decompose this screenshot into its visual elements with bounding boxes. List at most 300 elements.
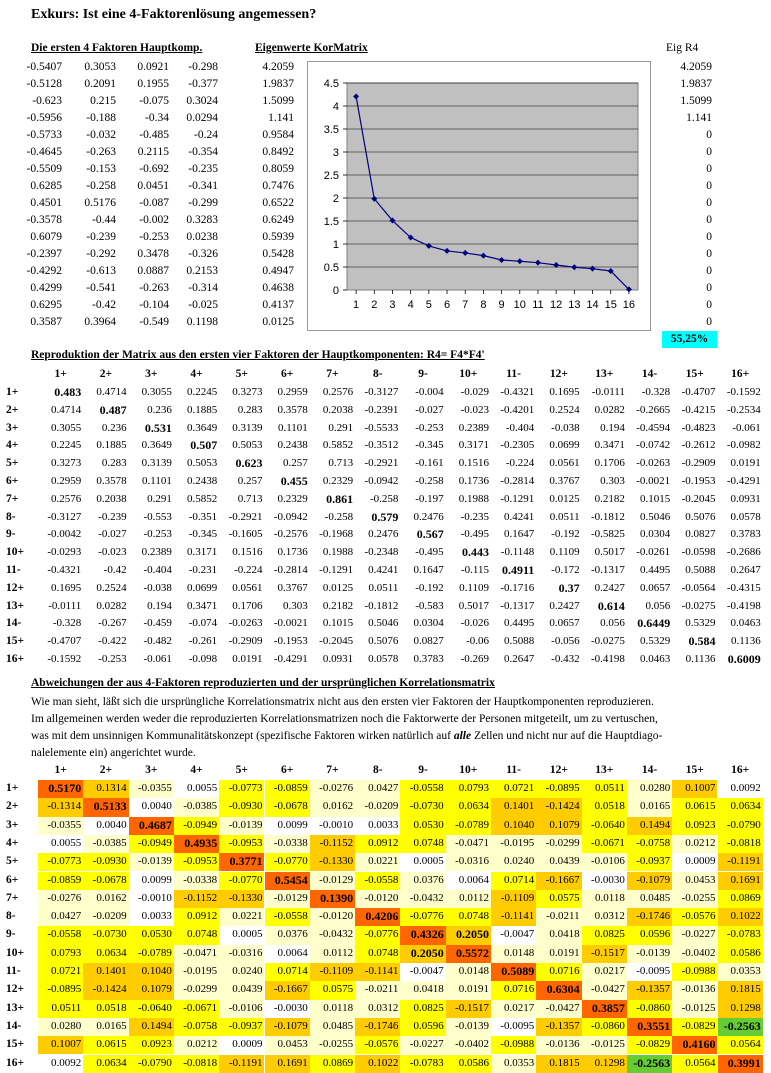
dev-cell: 0.0485 — [627, 890, 672, 908]
repro-cell: -0.2814 — [500, 475, 535, 487]
repro-cell: 0.2576 — [322, 386, 354, 398]
repro-cell: -0.553 — [143, 510, 172, 523]
factor-loading-cell: 0.6285 — [30, 180, 62, 192]
dev-cell: 0.0427 — [38, 908, 83, 926]
factor-loading-cell: 0.4501 — [30, 197, 62, 209]
repro-cell: 0.5076 — [368, 635, 399, 648]
repro-cell: 0.3767 — [549, 475, 580, 487]
repro-cell: 0.623 — [235, 456, 263, 471]
repro-cell: -0.027 — [98, 528, 127, 541]
repro-cell: -0.258 — [324, 510, 354, 523]
repro-cell: -0.1605 — [228, 528, 263, 541]
repro-cell: 0.236 — [101, 421, 127, 434]
repro-cell: 0.2427 — [594, 581, 625, 594]
repro-cell: -0.1968 — [319, 528, 354, 541]
repro-cell: 0.2959 — [277, 386, 308, 398]
repro-cell: -0.023 — [98, 546, 127, 559]
repro-cell: 0.5076 — [685, 510, 716, 523]
eigenvalue-cell: 0.9584 — [262, 129, 294, 141]
factor-loading-cell: -0.24 — [194, 129, 218, 141]
repro-cell: 0.1647 — [504, 528, 535, 541]
x-tick-label: 7 — [462, 299, 469, 311]
dev-cell: 0.1007 — [38, 1036, 83, 1054]
dev-row-label: 8- — [6, 910, 16, 923]
dev-cell: 0.0721 — [491, 780, 536, 798]
dev-cell: -0.0558 — [400, 780, 445, 798]
repro-cell: -0.224 — [234, 564, 263, 576]
repro-cell: 0.1885 — [186, 403, 218, 416]
factors-header: Die ersten 4 Faktoren Hauptkomp. — [31, 42, 203, 54]
repro-cell: 0.0304 — [639, 528, 671, 541]
dev-cell: -0.1357 — [627, 981, 672, 999]
repro-row-label: 12+ — [6, 581, 25, 594]
dev-cell: 0.0376 — [265, 926, 310, 944]
y-tick-label: 4.5 — [323, 78, 339, 90]
repro-cell: 0.4911 — [501, 563, 535, 577]
eigenvalue-cell: 1.141 — [268, 112, 294, 124]
repro-cell: 0.2438 — [186, 475, 218, 487]
repro-cell: 0.1516 — [458, 457, 489, 470]
repro-cell: -0.0598 — [681, 546, 716, 559]
repro-cell: 0.257 — [283, 457, 308, 470]
x-tick-label: 2 — [371, 299, 378, 311]
dev-cell: -0.0937 — [219, 1018, 264, 1036]
dev-cell: 0.0634 — [83, 945, 128, 963]
dev-cell: -0.1109 — [491, 890, 536, 908]
repro-cell: 0.1736 — [458, 475, 489, 487]
dev-cell: 0.0427 — [355, 780, 400, 798]
x-tick-label: 3 — [389, 299, 396, 311]
dev-cell: -0.0988 — [672, 963, 717, 981]
dev-cell: 0.0615 — [83, 1036, 128, 1054]
dev-cell: 0.5454 — [265, 872, 310, 890]
dev-cell: 0.0092 — [38, 1055, 83, 1073]
factor-loading-cell: 0.2091 — [84, 78, 116, 90]
dev-cell: -0.0299 — [536, 835, 581, 853]
repro-cell: 0.2245 — [186, 386, 218, 398]
eig-r4-cell: 0 — [706, 248, 712, 260]
dev-row-label: 10+ — [6, 946, 25, 959]
dev-cell: -0.0195 — [491, 835, 536, 853]
dev-cell: -0.0640 — [582, 817, 627, 835]
dev-cell: 0.1494 — [129, 1018, 174, 1036]
dev-cell: 0.0575 — [310, 981, 355, 999]
eigenvalues-header: Eigenwerte KorMatrix — [255, 42, 368, 54]
dev-column-header: 11- — [506, 764, 521, 776]
x-tick-label: 10 — [513, 299, 526, 311]
repro-cell: -0.4823 — [681, 421, 716, 434]
repro-cell: 0.3649 — [141, 439, 172, 452]
dev-cell: 0.0634 — [446, 798, 491, 816]
repro-cell: 0.056 — [645, 599, 671, 612]
factor-loading-cell: 0.3053 — [84, 61, 116, 73]
repro-cell: 0.567 — [416, 527, 444, 542]
x-tick-label: 1 — [353, 299, 360, 311]
factor-loading-cell: 0.0921 — [137, 61, 169, 73]
dev-cell: 0.0212 — [174, 1036, 219, 1054]
factor-loading-cell: -0.5956 — [26, 112, 62, 124]
dev-cell: 0.0825 — [582, 926, 627, 944]
eig-r4-cell: 0 — [706, 282, 712, 294]
dev-cell: -0.0427 — [582, 981, 627, 999]
factor-loading-cell: -0.298 — [188, 61, 218, 73]
dev-cell: -0.0402 — [672, 945, 717, 963]
factor-loading-cell: -0.44 — [92, 214, 116, 226]
dev-cell: -0.0106 — [219, 1000, 264, 1018]
dev-cell: -0.0818 — [174, 1055, 219, 1073]
repro-cell: 0.0463 — [639, 653, 671, 665]
x-tick-label: 15 — [604, 299, 617, 311]
repro-cell: 0.3649 — [186, 421, 218, 434]
factor-loading-cell: -0.075 — [139, 95, 169, 107]
dev-cell: 0.0040 — [83, 817, 128, 835]
factor-loading-cell: -0.253 — [139, 231, 169, 243]
dev-heading: Abweichungen der aus 4-Faktoren reproduzierten und der ursprünglichen Korrelationsmatrix — [31, 677, 495, 689]
dev-cell: 0.1079 — [129, 981, 174, 999]
repro-cell: -0.06 — [466, 635, 489, 648]
dev-cell: 0.0033 — [129, 908, 174, 926]
repro-cell: -0.2665 — [636, 403, 671, 416]
repro-cell: 0.5017 — [594, 546, 625, 559]
dev-cell: -0.0678 — [83, 872, 128, 890]
dev-cell: -0.0829 — [627, 1036, 672, 1054]
dev-cell: -0.0125 — [582, 1036, 627, 1054]
repro-cell: 0.0931 — [730, 492, 761, 505]
repro-cell: 0.1109 — [459, 581, 489, 594]
factor-loading-cell: -0.5509 — [26, 163, 62, 175]
dev-cell: 0.0353 — [491, 1055, 536, 1073]
dev-row-label: 15+ — [6, 1038, 25, 1051]
factor-loading-cell: -0.087 — [139, 197, 169, 209]
repro-column-header: 12+ — [549, 368, 568, 380]
x-tick-label: 13 — [568, 299, 581, 311]
repro-cell: 0.0827 — [413, 635, 444, 648]
repro-cell: 0.713 — [237, 492, 263, 505]
dev-cell: 0.0518 — [582, 798, 627, 816]
dev-column-header: 1+ — [54, 764, 67, 776]
repro-column-header: 3+ — [145, 368, 158, 380]
dev-cell: -0.0730 — [83, 926, 128, 944]
dev-cell: -0.0355 — [129, 780, 174, 798]
factor-loading-cell: -0.314 — [188, 282, 218, 294]
repro-cell: -0.026 — [460, 617, 489, 630]
eigenvalue-cell: 0.6522 — [262, 197, 294, 209]
dev-cell: -0.1152 — [174, 890, 219, 908]
x-tick-label: 16 — [622, 299, 636, 311]
dev-cell: 0.4935 — [174, 835, 219, 853]
dev-cell: -0.0125 — [672, 1000, 717, 1018]
eigenvalue-cell: 4.2059 — [262, 61, 294, 73]
repro-cell: 0.0699 — [186, 581, 218, 594]
page-title: Exkurs: Ist eine 4-Faktorenlösung angemessen? — [31, 7, 317, 22]
repro-cell: -0.4707 — [47, 635, 82, 648]
eig-r4-cell: 1.9837 — [680, 78, 712, 90]
repro-cell: -0.253 — [143, 528, 172, 541]
repro-column-header: 11- — [506, 368, 521, 380]
dev-cell: 0.0064 — [446, 872, 491, 890]
y-tick-label: 2 — [332, 193, 339, 205]
dev-cell: -0.0758 — [627, 835, 672, 853]
repro-cell: -0.192 — [551, 528, 580, 541]
repro-cell: 0.584 — [688, 634, 716, 649]
dev-cell: 0.1401 — [491, 798, 536, 816]
dev-cell: -0.0640 — [129, 1000, 174, 1018]
dev-cell: 0.0148 — [491, 945, 536, 963]
eigenvalue-cell: 0.0125 — [262, 316, 294, 328]
repro-cell: -0.0263 — [636, 457, 671, 470]
repro-row-label: 6+ — [6, 475, 19, 487]
dev-cell: 0.0240 — [219, 963, 264, 981]
repro-cell: 0.0657 — [639, 581, 671, 594]
factor-loading-cell: -0.4645 — [26, 146, 62, 158]
repro-cell: 0.0282 — [96, 599, 127, 612]
dev-cell: 0.1691 — [718, 872, 763, 890]
factor-loading-cell: -0.613 — [86, 265, 116, 277]
dev-cell: 0.3857 — [582, 1000, 627, 1018]
repro-cell: 0.713 — [328, 457, 354, 470]
dev-cell: -0.0139 — [219, 817, 264, 835]
dev-cell: 0.0564 — [718, 1036, 763, 1054]
repro-cell: -0.192 — [415, 581, 444, 594]
eig-r4-cell: 4.2059 — [680, 61, 712, 73]
repro-cell: 0.861 — [326, 491, 354, 506]
repro-cell: -0.2921 — [228, 510, 263, 523]
dev-cell: 0.0240 — [491, 853, 536, 871]
dev-cell: 0.0005 — [400, 853, 445, 871]
repro-column-header: 2+ — [99, 368, 113, 380]
repro-cell: 0.3055 — [141, 386, 172, 398]
dev-cell: -0.0276 — [38, 890, 83, 908]
dev-cell: 0.0099 — [129, 872, 174, 890]
dev-cell: -0.0770 — [265, 853, 310, 871]
repro-cell: 0.2182 — [594, 492, 625, 505]
dev-cell: 0.0721 — [38, 963, 83, 981]
repro-cell: 0.531 — [144, 420, 172, 435]
repro-cell: 0.3578 — [96, 475, 127, 487]
dev-row-label: 4+ — [6, 836, 19, 849]
repro-row-label: 10+ — [6, 546, 25, 559]
repro-row-label: 3+ — [6, 421, 19, 434]
repro-cell: -0.1291 — [319, 564, 354, 576]
dev-cell: 0.0009 — [672, 853, 717, 871]
x-tick-label: 9 — [498, 299, 505, 311]
repro-cell: 0.3273 — [232, 386, 263, 398]
dev-cell: -0.0095 — [491, 1018, 536, 1036]
repro-cell: -0.2814 — [273, 564, 308, 576]
repro-cell: 0.5852 — [322, 439, 354, 452]
dev-cell: -0.0195 — [174, 963, 219, 981]
dev-cell: -0.0355 — [38, 817, 83, 835]
dev-text-line-3 — [31, 728, 662, 745]
repro-cell: 0.3471 — [594, 439, 625, 452]
dev-cell: 0.0518 — [83, 1000, 128, 1018]
dev-cell: -0.0576 — [672, 908, 717, 926]
dev-row-label: 5+ — [6, 855, 19, 868]
eigenvalue-cell: 1.9837 — [262, 78, 294, 90]
dev-text-3c: Zellen und nicht nur auf die Hauptdiago- — [471, 730, 663, 742]
dev-cell: 0.0748 — [400, 835, 445, 853]
repro-cell: 0.1015 — [322, 617, 354, 630]
repro-column-header: 13+ — [595, 368, 614, 380]
repro-cell: 0.0463 — [730, 617, 761, 630]
dev-cell: 0.0596 — [627, 926, 672, 944]
repro-cell: -0.459 — [143, 617, 172, 630]
dev-cell: 0.0099 — [265, 817, 310, 835]
repro-cell: -0.4198 — [726, 599, 761, 612]
dev-cell: 0.5089 — [491, 963, 536, 981]
dev-row-label: 2+ — [6, 800, 19, 813]
repro-cell: 0.2647 — [504, 653, 535, 665]
dev-cell: -0.0211 — [536, 908, 581, 926]
dev-cell: -0.0047 — [400, 963, 445, 981]
dev-cell: 0.0353 — [718, 963, 763, 981]
repro-cell: 0.056 — [600, 617, 625, 630]
dev-cell: -0.0930 — [219, 798, 264, 816]
dev-cell: 0.0511 — [582, 780, 627, 798]
dev-cell: -0.0773 — [38, 853, 83, 871]
repro-cell: -0.197 — [415, 492, 444, 505]
factor-loading-cell: -0.354 — [188, 146, 218, 158]
repro-cell: -0.2045 — [681, 492, 716, 505]
repro-cell: 0.1136 — [685, 653, 716, 665]
repro-cell: -0.422 — [98, 635, 127, 648]
repro-cell: 0.2329 — [277, 492, 308, 505]
repro-cell: -0.42 — [103, 564, 127, 576]
repro-cell: -0.4215 — [681, 403, 716, 416]
dev-cell: 0.0040 — [129, 798, 174, 816]
dev-cell: 0.0112 — [446, 890, 491, 908]
repro-cell: -0.1592 — [726, 386, 761, 398]
repro-cell: 0.0125 — [549, 492, 580, 505]
dev-cell: 0.0165 — [627, 798, 672, 816]
repro-cell: -0.061 — [732, 421, 761, 434]
dev-cell: -0.1109 — [310, 963, 355, 981]
repro-cell: 0.0282 — [594, 403, 625, 416]
dev-cell: 0.0064 — [265, 945, 310, 963]
repro-cell: 0.0561 — [232, 581, 263, 594]
repro-cell: 0.2389 — [141, 546, 172, 559]
repro-cell: -0.253 — [415, 421, 444, 434]
repro-cell: 0.507 — [190, 438, 218, 453]
repro-cell: -0.2391 — [364, 403, 399, 416]
dev-cell: 0.0530 — [400, 817, 445, 835]
dev-cell: 0.1298 — [718, 1000, 763, 1018]
dev-cell: -0.2563 — [627, 1055, 672, 1073]
dev-cell: -0.0299 — [174, 981, 219, 999]
y-tick-label: 4 — [332, 101, 339, 113]
y-tick-label: 0.5 — [323, 262, 339, 274]
repro-cell: 0.303 — [283, 599, 308, 612]
repro-cell: 0.0699 — [549, 439, 580, 452]
repro-cell: -0.061 — [143, 653, 172, 665]
eig-r4-cell: 0 — [706, 129, 712, 141]
dev-cell: 0.0418 — [400, 981, 445, 999]
dev-text-line-4: nalelemente ein) angerichtet wurde. — [31, 747, 196, 759]
dev-cell: -0.0818 — [718, 835, 763, 853]
repro-cell: 0.3171 — [186, 546, 218, 559]
dev-cell: 0.0453 — [672, 872, 717, 890]
dev-cell: -0.0783 — [718, 926, 763, 944]
factor-loading-cell: -0.025 — [188, 299, 218, 311]
eig-r4-cell: 0 — [706, 214, 712, 226]
dev-cell: -0.0471 — [174, 945, 219, 963]
dev-column-header: 2+ — [99, 764, 113, 776]
factor-loading-cell: -0.2397 — [26, 248, 62, 260]
dev-cell: -0.0859 — [38, 872, 83, 890]
dev-row-label: 9- — [6, 928, 16, 941]
dev-cell: 0.5133 — [83, 798, 128, 816]
dev-cell: -0.0136 — [536, 1036, 581, 1054]
repro-cell: 0.1647 — [413, 564, 444, 576]
dev-cell: 0.0439 — [219, 981, 264, 999]
repro-cell: -0.2909 — [228, 635, 263, 648]
repro-cell: -0.258 — [415, 475, 444, 487]
dev-cell: -0.0953 — [219, 835, 264, 853]
dev-cell: 0.0312 — [355, 1000, 400, 1018]
repro-cell: 0.3578 — [277, 403, 308, 416]
eig-r4-header: Eig R4 — [666, 42, 699, 54]
factor-loading-cell: 0.215 — [90, 95, 116, 107]
dev-cell: 0.1022 — [355, 1055, 400, 1073]
repro-cell: 0.4714 — [51, 403, 82, 416]
factor-loading-cell: 0.1198 — [186, 316, 218, 328]
eigenvalue-cell: 0.8059 — [262, 163, 294, 175]
repro-cell: -0.231 — [188, 564, 218, 576]
dev-cell: 0.0118 — [582, 890, 627, 908]
repro-cell: 0.4241 — [504, 510, 535, 523]
repro-cell: 0.1988 — [322, 546, 354, 559]
x-tick-label: 5 — [425, 299, 432, 311]
dev-cell: -0.0558 — [38, 926, 83, 944]
dev-cell: 0.1494 — [627, 817, 672, 835]
dev-text-emph: alle — [453, 730, 472, 742]
repro-cell: -0.0982 — [726, 439, 761, 452]
factor-loading-cell: -0.5407 — [26, 61, 62, 73]
factor-loading-cell: -0.4292 — [26, 265, 62, 277]
repro-cell: -0.2045 — [319, 635, 354, 648]
repro-cell: 0.0578 — [730, 510, 761, 523]
factor-loading-cell: 0.1955 — [137, 78, 169, 90]
dev-cell: -0.0139 — [446, 1018, 491, 1036]
repro-cell: -0.038 — [551, 421, 580, 434]
repro-cell: 0.1988 — [458, 492, 489, 505]
dev-cell: 0.1314 — [83, 780, 128, 798]
repro-cell: 0.5017 — [458, 599, 489, 612]
dev-column-header: 6+ — [280, 764, 294, 776]
repro-cell: 0.1736 — [277, 546, 308, 559]
dev-cell: -0.1141 — [491, 908, 536, 926]
repro-cell: 0.2438 — [277, 439, 308, 452]
dev-cell: 0.4687 — [129, 817, 174, 835]
dev-cell: -0.0106 — [582, 853, 627, 871]
repro-column-header: 6+ — [280, 368, 294, 380]
dev-cell: 0.3771 — [219, 853, 264, 871]
factor-loading-cell: -0.623 — [32, 95, 62, 107]
repro-cell: -0.404 — [143, 564, 172, 576]
repro-cell: -0.3127 — [364, 386, 399, 398]
factor-loading-cell: -0.188 — [86, 112, 116, 124]
dev-cell: 0.3991 — [718, 1055, 763, 1073]
repro-cell: -0.074 — [188, 617, 218, 630]
dev-column-header: 5+ — [235, 764, 248, 776]
dev-cell: 0.0221 — [219, 908, 264, 926]
dev-cell: 0.3551 — [627, 1018, 672, 1036]
dev-cell: 0.0615 — [672, 798, 717, 816]
dev-cell: 0.0748 — [174, 926, 219, 944]
factor-loading-cell: -0.34 — [145, 112, 169, 124]
dev-cell: -0.0385 — [83, 835, 128, 853]
factor-loading-cell: 0.2115 — [137, 146, 169, 158]
